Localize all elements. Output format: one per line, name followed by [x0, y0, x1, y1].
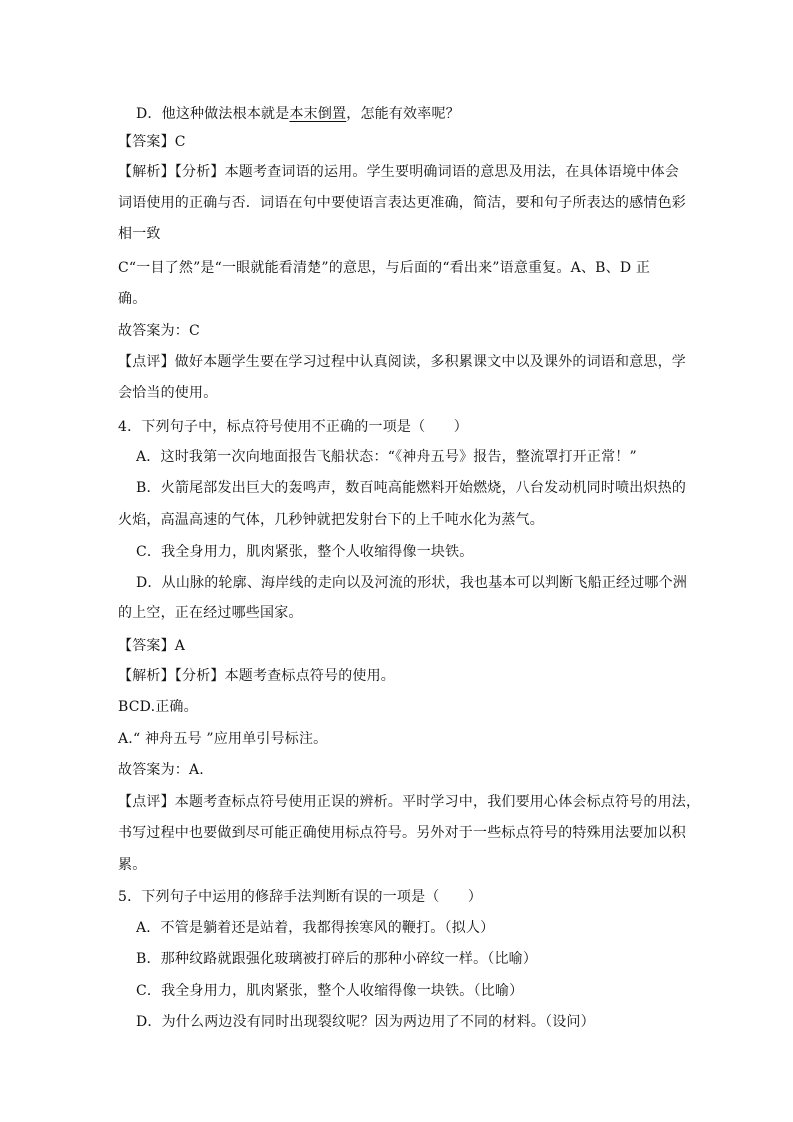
q4-option-a: A．这时我第一次向地面报告飞船状态：“《神舟五号》报告，整流罩打开正常！”: [136, 449, 637, 465]
q4-analysis-line-2: BCD.正确。: [118, 699, 198, 715]
q4-comment-line-2: 书写过程中也要做到尽可能正确使用标点符号。另外对于一些标点符号的特殊用法要加以积: [118, 825, 686, 841]
q4-option-b-line-1: B．火箭尾部发出巨大的轰鸣声，数百吨高能燃料开始燃烧，八台发动机同时喷出炽热的: [136, 480, 687, 496]
q3-option-d-suffix: ，怎能有效率呢？: [346, 106, 460, 122]
q3-analysis-line-2: 词语使用的正确与否．词语在句中要使语言表达更准确，简洁，要和句子所表达的感情色彩: [118, 195, 686, 211]
q4-comment-line-3: 累。: [118, 857, 147, 873]
q3-comment-line-1: 【点评】做好本题学生要在学习过程中认真阅读，多积累课文中以及课外的词语和意思，学: [118, 354, 686, 370]
q3-option-d: [136, 104, 460, 124]
q5-option-d: D．为什么两边没有同时出现裂纹呢？因为两边用了不同的材料。（设问）: [136, 1014, 595, 1030]
q4-analysis-line-3: A.“ 神舟五号 ”应用单引号标注。: [118, 731, 328, 747]
q3-answer: 【答案】C: [118, 134, 186, 150]
q3-final-answer: 故答案为：C: [118, 323, 200, 339]
q3-analysis-line-5: 确。: [118, 291, 147, 307]
q4-final-answer: 故答案为：A.: [118, 762, 204, 778]
q5-option-c: C．我全身用力，肌肉紧张，整个人收缩得像一块铁。（比喻）: [136, 983, 524, 999]
q5-option-a: A．不管是躺着还是站着，我都得挨寒风的鞭打。（拟人）: [136, 920, 495, 936]
q3-analysis-line-4: C“一目了然”是“一眼就能看清楚”的意思，与后面的“看出来”语意重复。A、B、D 正: [118, 260, 651, 276]
q4-option-d-line-2: 的上空，正在经过哪些国家。: [118, 605, 303, 621]
q5-option-b: B．那种纹路就跟强化玻璃被打碎后的那种小碎纹一样。（比喻）: [136, 951, 538, 967]
q3-analysis-line-1: 【解析】【分析】本题考查词语的运用。学生要明确词语的意思及用法，在具体语境中体会: [118, 164, 679, 180]
q3-analysis-line-3: 相一致: [118, 226, 161, 242]
q4-option-c: C．我全身用力，肌肉紧张，整个人收缩得像一块铁。: [136, 544, 474, 560]
q3-option-d-underlined: 本末倒置: [289, 106, 347, 122]
q3-comment-line-2: 会恰当的使用。: [118, 385, 218, 401]
q4-stem: 4．下列句子中，标点符号使用不正确的一项是（ ）: [118, 419, 468, 435]
q4-comment-line-1: 【点评】本题考查标点符号使用正误的辨析。平时学习中，我们要用心体会标点符号的用法，: [118, 794, 701, 810]
q5-stem: 5．下列句子中运用的修辞手法判断有误的一项是（ ）: [118, 889, 483, 905]
q4-answer: 【答案】A: [118, 638, 186, 654]
q4-analysis-line-1: 【解析】【分析】本题考查标点符号的使用。: [118, 668, 395, 684]
q4-option-d-line-1: D．从山脉的轮廓、海岸线的走向以及河流的形状，我也基本可以判断飞船正经过哪个洲: [136, 575, 688, 591]
q3-option-d-prefix: D．他这种做法根本就是: [136, 106, 290, 122]
q4-option-b-line-2: 火焰，高温高速的气体，几秒钟就把发射台下的上千吨水化为蒸气。: [118, 512, 544, 528]
